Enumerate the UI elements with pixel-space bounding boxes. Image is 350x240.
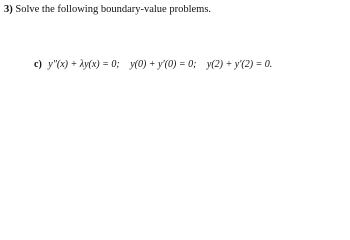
boundary-condition-2: y(2) + y′(2) = 0. [206,59,273,70]
differential-equation: y″(x) + λy(x) = 0; [48,59,120,70]
problem-instruction: Solve the following boundary-value problems. [15,4,212,15]
part-c-line [34,59,272,70]
problem-number: 3) [4,4,13,15]
problem-header [4,4,211,15]
part-c-label: c) [34,59,42,70]
boundary-condition-1: y(0) + y′(0) = 0; [130,59,197,70]
